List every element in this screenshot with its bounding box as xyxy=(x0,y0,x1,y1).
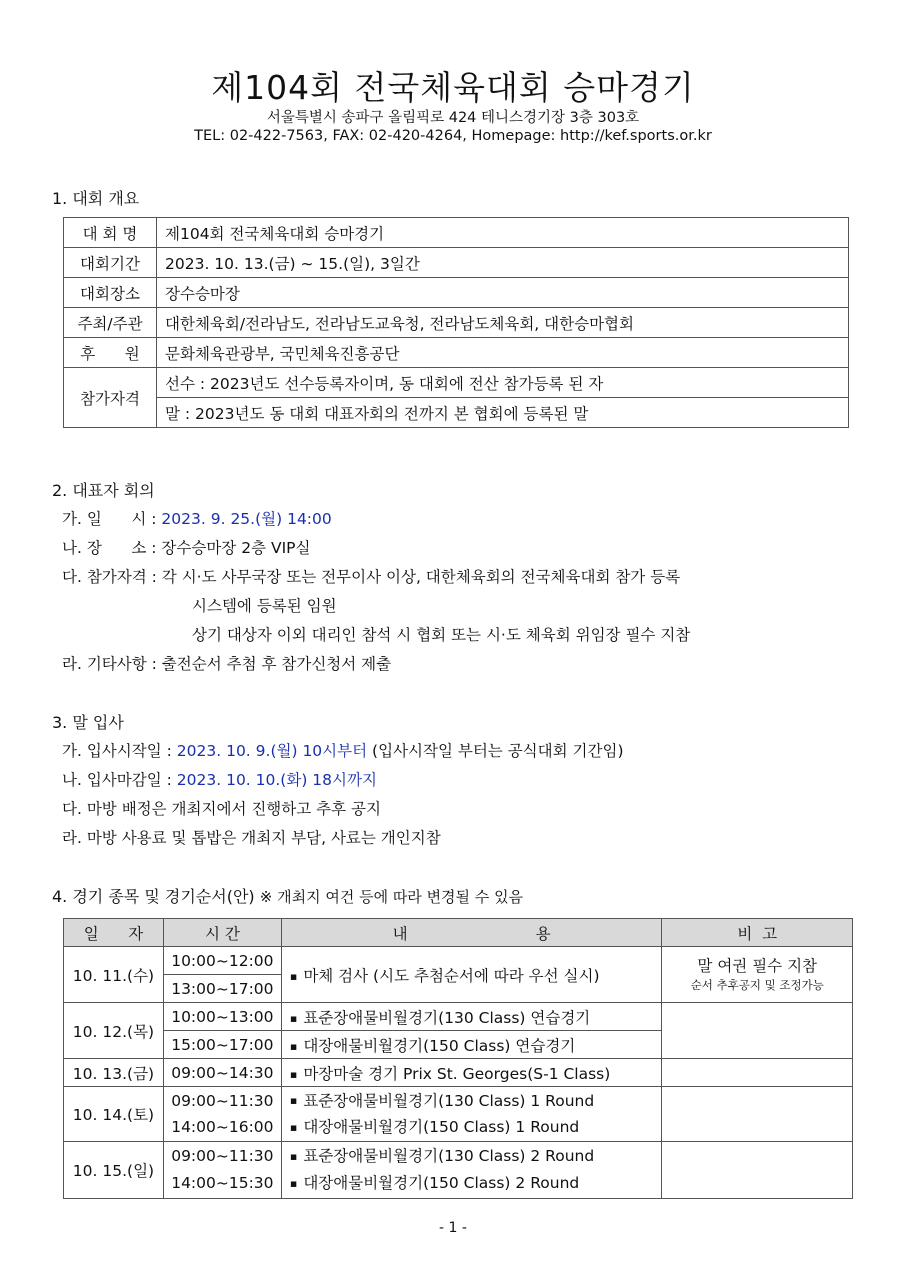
row-value: 제104회 전국체육대회 승마경기 xyxy=(157,218,849,248)
content-text: 표준장애물비월경기(130 Class) 연습경기 xyxy=(303,1008,591,1027)
time-2: 14:00~16:00 xyxy=(171,1118,274,1136)
stabling-end-value: 2023. 10. 10.(화) 18시까지 xyxy=(176,771,377,789)
date-cell: 10. 14.(토) xyxy=(64,1087,164,1142)
meeting-date-label: 가. 일 시 : xyxy=(62,510,162,528)
bullet-icon: ▪ xyxy=(289,1177,298,1190)
note-cell xyxy=(662,1142,853,1199)
table-row xyxy=(64,308,849,338)
row-label: 참가자격 xyxy=(64,368,157,428)
meeting-proxy-note: 상기 대상자 이외 대리인 참석 시 협회 또는 시·도 체육회 위임장 필수 지참 xyxy=(192,626,691,644)
col-note: 비 고 xyxy=(662,919,853,947)
table-row xyxy=(64,278,849,308)
content-text: 마장마술 경기 Prix St. Georges(S-1 Class) xyxy=(303,1064,611,1083)
note-cell xyxy=(662,1059,853,1087)
schedule-table xyxy=(63,918,853,1199)
time-cell xyxy=(163,1142,281,1199)
bullet-icon: ▪ xyxy=(289,1094,298,1107)
meeting-other: 라. 기타사항 : 출전순서 추첨 후 참가신청서 제출 xyxy=(62,655,392,673)
content-text: 마체 검사 (시도 추첨순서에 따라 우선 실시) xyxy=(303,966,600,985)
eligibility-horse: 말 : 2023년도 동 대회 대표자회의 전까지 본 협회에 등록된 말 xyxy=(157,398,849,428)
table-row xyxy=(64,218,849,248)
bullet-icon: ▪ xyxy=(289,1150,298,1163)
stabling-start-note: (입사시작일 부터는 공식대회 기간임) xyxy=(367,742,624,760)
content-cell xyxy=(281,947,662,1003)
section-1-heading: 1. 대회 개요 xyxy=(52,189,140,208)
bullet-icon: ▪ xyxy=(289,1039,298,1053)
time-cell: 10:00~13:00 xyxy=(163,1003,281,1031)
content-text: 표준장애물비월경기(130 Class) 1 Round xyxy=(303,1091,595,1110)
row-label: 대회장소 xyxy=(64,278,157,308)
stabling-end-label: 나. 입사마감일 : xyxy=(62,771,177,789)
col-time: 시 간 xyxy=(163,919,281,947)
content-cell xyxy=(281,1087,662,1142)
bullet-icon: ▪ xyxy=(289,1011,298,1025)
contact-info: TEL: 02-422-7563, FAX: 02-420-4264, Homepage: http://kef.sports.or.kr xyxy=(194,128,712,144)
time-cell xyxy=(163,1087,281,1142)
meeting-eligibility-cont: 시스템에 등록된 임원 xyxy=(192,597,337,615)
meeting-date-value: 2023. 9. 25.(월) 14:00 xyxy=(161,510,332,528)
row-label: 대회기간 xyxy=(64,248,157,278)
row-label: 후 원 xyxy=(64,338,157,368)
time-1: 09:00~11:30 xyxy=(171,1092,274,1110)
date-cell: 10. 11.(수) xyxy=(64,947,164,1003)
content-cell xyxy=(281,1059,662,1087)
row-value: 대한체육회/전라남도, 전라남도교육청, 전라남도체육회, 대한승마협회 xyxy=(157,308,849,338)
content-line xyxy=(290,1143,654,1170)
row-label: 대 회 명 xyxy=(64,218,157,248)
section-3-heading: 3. 말 입사 xyxy=(52,713,124,732)
content-cell xyxy=(281,1142,662,1199)
address: 서울특별시 송파구 올림픽로 424 테니스경기장 3층 303호 xyxy=(266,110,640,126)
eligibility-athlete: 선수 : 2023년도 선수등록자이며, 동 대회에 전산 참가등록 된 자 xyxy=(157,368,849,398)
table-row xyxy=(64,947,853,975)
date-cell: 10. 13.(금) xyxy=(64,1059,164,1087)
stall-fees: 라. 마방 사용료 및 톱밥은 개최지 부담, 사료는 개인지참 xyxy=(62,829,441,847)
table-row xyxy=(64,338,849,368)
time-cell: 15:00~17:00 xyxy=(163,1031,281,1059)
row-value: 2023. 10. 13.(금) ∼ 15.(일), 3일간 xyxy=(157,248,849,278)
document-title: 제104회 전국체육대회 승마경기 xyxy=(211,68,695,107)
table-header-row xyxy=(64,919,853,947)
meeting-place: 나. 장 소 : 장수승마장 2층 VIP실 xyxy=(62,539,311,557)
content-text: 대장애물비월경기(150 Class) 1 Round xyxy=(303,1118,580,1136)
content-cell xyxy=(281,1031,662,1059)
note-cell xyxy=(662,1003,853,1059)
stabling-start-label: 가. 입사시작일 : xyxy=(62,742,177,760)
table-row xyxy=(64,1059,853,1087)
stabling-start xyxy=(62,739,624,761)
stall-assignment: 다. 마방 배정은 개최지에서 진행하고 추후 공지 xyxy=(62,800,381,818)
date-cell: 10. 15.(일) xyxy=(64,1142,164,1199)
col-content: 내 용 xyxy=(281,919,662,947)
col-date: 일 자 xyxy=(64,919,164,947)
note-cell xyxy=(662,947,853,1003)
content-line xyxy=(290,1114,654,1141)
stabling-start-value: 2023. 10. 9.(월) 10시부터 xyxy=(176,742,368,760)
row-value: 장수승마장 xyxy=(157,278,849,308)
table-row xyxy=(64,1003,853,1031)
time-cell: 10:00~12:00 xyxy=(163,947,281,975)
bullet-icon: ▪ xyxy=(289,1120,298,1134)
meeting-eligibility: 다. 참가자격 : 각 시·도 사무국장 또는 전무이사 이상, 대한체육회의 전국체육대회 참가 등록 xyxy=(62,568,681,586)
content-text: 대장애물비월경기(150 Class) 연습경기 xyxy=(303,1036,576,1055)
content-line xyxy=(290,1088,654,1115)
stabling-end xyxy=(62,768,377,790)
section-4-title: 4. 경기 종목 및 경기순서(안) xyxy=(52,887,255,906)
content-line xyxy=(290,1170,654,1197)
time-cell: 09:00~14:30 xyxy=(163,1059,281,1087)
bullet-icon: ▪ xyxy=(289,969,298,983)
bullet-icon: ▪ xyxy=(289,1067,298,1081)
content-text: 대장애물비월경기(150 Class) 2 Round xyxy=(303,1174,580,1192)
table-row xyxy=(64,248,849,278)
note-order: 순서 추후공지 및 조정가능 xyxy=(690,978,824,993)
time-2: 14:00~15:30 xyxy=(171,1174,274,1192)
note-passport: 말 여권 필수 지참 xyxy=(697,956,818,975)
table-row xyxy=(64,368,849,398)
time-cell: 13:00~17:00 xyxy=(163,975,281,1003)
table-row xyxy=(64,1087,853,1142)
content-cell xyxy=(281,1003,662,1031)
page-number: - 1 - xyxy=(439,1220,467,1236)
section-2-heading: 2. 대표자 회의 xyxy=(52,481,155,500)
row-value: 문화체육관광부, 국민체육진흥공단 xyxy=(157,338,849,368)
overview-table xyxy=(63,217,849,428)
row-label: 주최/주관 xyxy=(64,308,157,338)
date-cell: 10. 12.(목) xyxy=(64,1003,164,1059)
note-cell xyxy=(662,1087,853,1142)
section-4-note: ※ 개최지 여건 등에 따라 변경될 수 있음 xyxy=(259,888,524,906)
section-4-heading xyxy=(52,884,523,907)
meeting-date xyxy=(62,507,332,529)
table-row xyxy=(64,398,849,428)
table-row xyxy=(64,1142,853,1199)
content-text: 표준장애물비월경기(130 Class) 2 Round xyxy=(303,1147,595,1165)
time-1: 09:00~11:30 xyxy=(171,1147,274,1165)
